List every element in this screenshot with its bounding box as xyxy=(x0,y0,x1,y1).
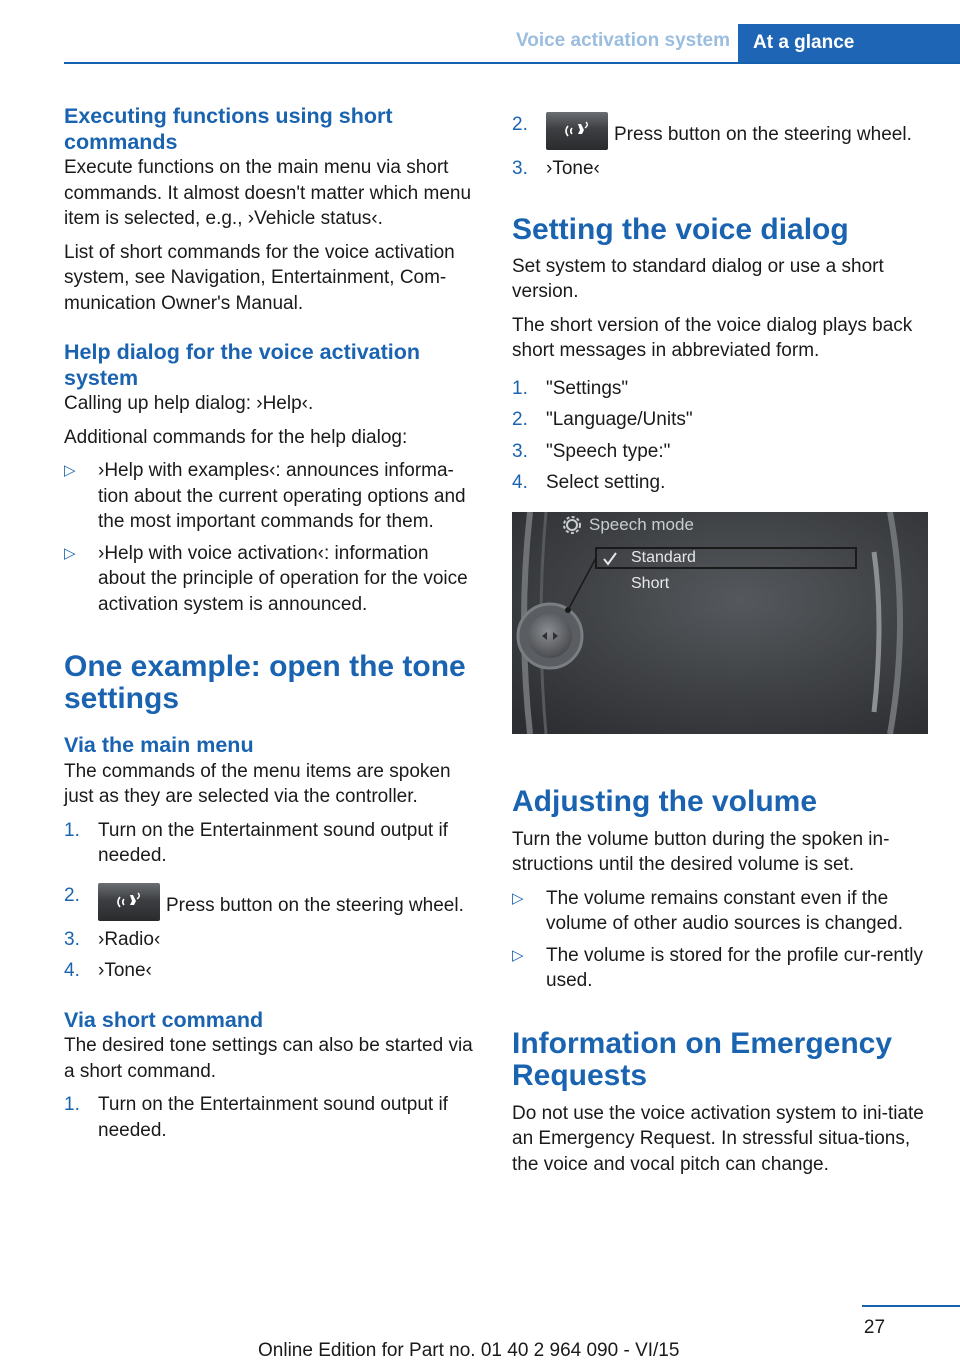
voice-command-icon xyxy=(98,883,160,921)
list-item xyxy=(512,439,928,465)
footer-rule xyxy=(862,1305,960,1307)
paragraph: Do not use the voice activation system to ini-tiate an Emergency Request. In stressful situa-tions, the voice and vocal pitch can change. xyxy=(512,1102,924,1175)
list-item-text: ›Help with examples‹: announces informa-tion about the current operating options and the most important commands for them. xyxy=(98,460,466,532)
paragraph: The short version of the voice dialog plays back short messages in abbreviated form. xyxy=(512,314,913,361)
paragraph: Execute functions on the main menu via short commands. It almost doesn't matter which menu item is selected, e.g., ›Vehicle status‹. xyxy=(64,157,472,229)
gear-icon xyxy=(562,515,582,535)
heading-volume: Adjusting the volume xyxy=(512,784,818,818)
header-rule xyxy=(64,62,960,64)
list-item-text: ›Tone‹ xyxy=(546,158,600,179)
list-item xyxy=(64,458,479,535)
paragraph: The commands of the menu items are spoken just as they are selected via the controller. xyxy=(64,760,451,807)
list-item-text: ›Help with voice activation‹: information about the principle of operation for the voice activation system is announced. xyxy=(98,542,468,615)
list-item-text: "Settings" xyxy=(546,377,629,399)
list-item xyxy=(512,376,928,402)
list-item-text: "Language/Units" xyxy=(546,409,693,430)
list-item-text: The volume remains constant even if the volume of other audio sources is changed. xyxy=(546,887,903,934)
list-item xyxy=(64,883,479,921)
list-number: 1. xyxy=(512,377,528,399)
list-number: 4. xyxy=(64,960,80,981)
list-number: 2. xyxy=(512,114,528,135)
heading-emergency: Information on Emergency Requests xyxy=(512,1026,893,1092)
list-item xyxy=(512,886,928,937)
check-icon xyxy=(602,551,618,567)
paragraph: Set system to standard dialog or use a short version. xyxy=(512,255,884,302)
option-short: Short xyxy=(631,574,670,592)
list-item xyxy=(512,943,928,994)
list-item xyxy=(512,407,928,433)
list-item-text: Select setting. xyxy=(546,472,666,493)
paragraph: The desired tone settings can also be started via a short command. xyxy=(64,1035,473,1082)
paragraph: Calling up help dialog: ›Help‹. xyxy=(64,393,314,414)
running-header-section: Voice activation system xyxy=(515,30,730,51)
list-number: 2. xyxy=(512,409,528,430)
list-number: 4. xyxy=(512,472,528,493)
paragraph: Additional commands for the help dialog: xyxy=(64,426,408,448)
list-item xyxy=(64,541,479,618)
list-item xyxy=(64,818,479,869)
list-number: 3. xyxy=(512,440,528,462)
list-number: 1. xyxy=(64,819,80,841)
list-item-text: "Speech type:" xyxy=(546,440,671,462)
list-number: 3. xyxy=(64,928,80,950)
speech-mode-screen xyxy=(512,512,928,734)
triangle-bullet-icon: ▷ xyxy=(64,544,76,562)
screen-title: Speech mode xyxy=(589,514,694,534)
list-item-text: ›Radio‹ xyxy=(98,928,161,950)
heading-short-commands: Executing functions using short commands xyxy=(64,104,393,154)
list-item xyxy=(512,112,928,150)
right-column xyxy=(512,104,928,1185)
triangle-bullet-icon: ▷ xyxy=(512,946,524,964)
list-item xyxy=(64,927,479,953)
heading-help-dialog: Help dialog for the voice activation system xyxy=(64,340,421,390)
heading-via-menu: Via the main menu xyxy=(64,733,254,757)
list-item xyxy=(512,470,928,496)
list-item-text: Press button on the steering wheel. xyxy=(166,894,464,916)
list-item-text: ›Tone‹ xyxy=(98,960,152,981)
paragraph: List of short commands for the voice activation system, see Navigation, Entertainment, Com-munication Owner's Manual. xyxy=(64,241,455,314)
left-column xyxy=(64,104,479,1149)
triangle-bullet-icon: ▷ xyxy=(64,462,76,479)
running-header-tab: At a glance xyxy=(738,24,960,64)
list-item-text: The volume is stored for the profile cur-rently used. xyxy=(546,944,923,991)
heading-example: One example: open the tone settings xyxy=(64,650,466,715)
heading-via-short: Via short command xyxy=(64,1007,264,1032)
voice-command-icon xyxy=(546,112,608,150)
paragraph: Turn the volume button during the spoken in-structions until the desired volume is set. xyxy=(512,828,890,875)
list-item-text: Turn on the Entertainment sound output if needed. xyxy=(98,819,448,866)
page-number: 27 xyxy=(863,1317,886,1338)
list-item xyxy=(64,958,479,984)
list-item-text: Press button on the steering wheel. xyxy=(614,124,912,145)
list-item xyxy=(512,156,928,182)
list-item xyxy=(64,1092,479,1143)
edition-line: Online Edition for Part no. 01 40 2 964 090 - VI/15 xyxy=(258,1340,680,1361)
heading-voice-dialog: Setting the voice dialog xyxy=(512,212,849,246)
list-number: 3. xyxy=(512,158,528,179)
option-standard: Standard xyxy=(631,548,696,566)
triangle-bullet-icon: ▷ xyxy=(512,889,524,907)
list-number: 1. xyxy=(64,1094,80,1115)
list-item-text: Turn on the Entertainment sound output if needed. xyxy=(98,1094,448,1141)
list-number: 2. xyxy=(64,884,80,906)
